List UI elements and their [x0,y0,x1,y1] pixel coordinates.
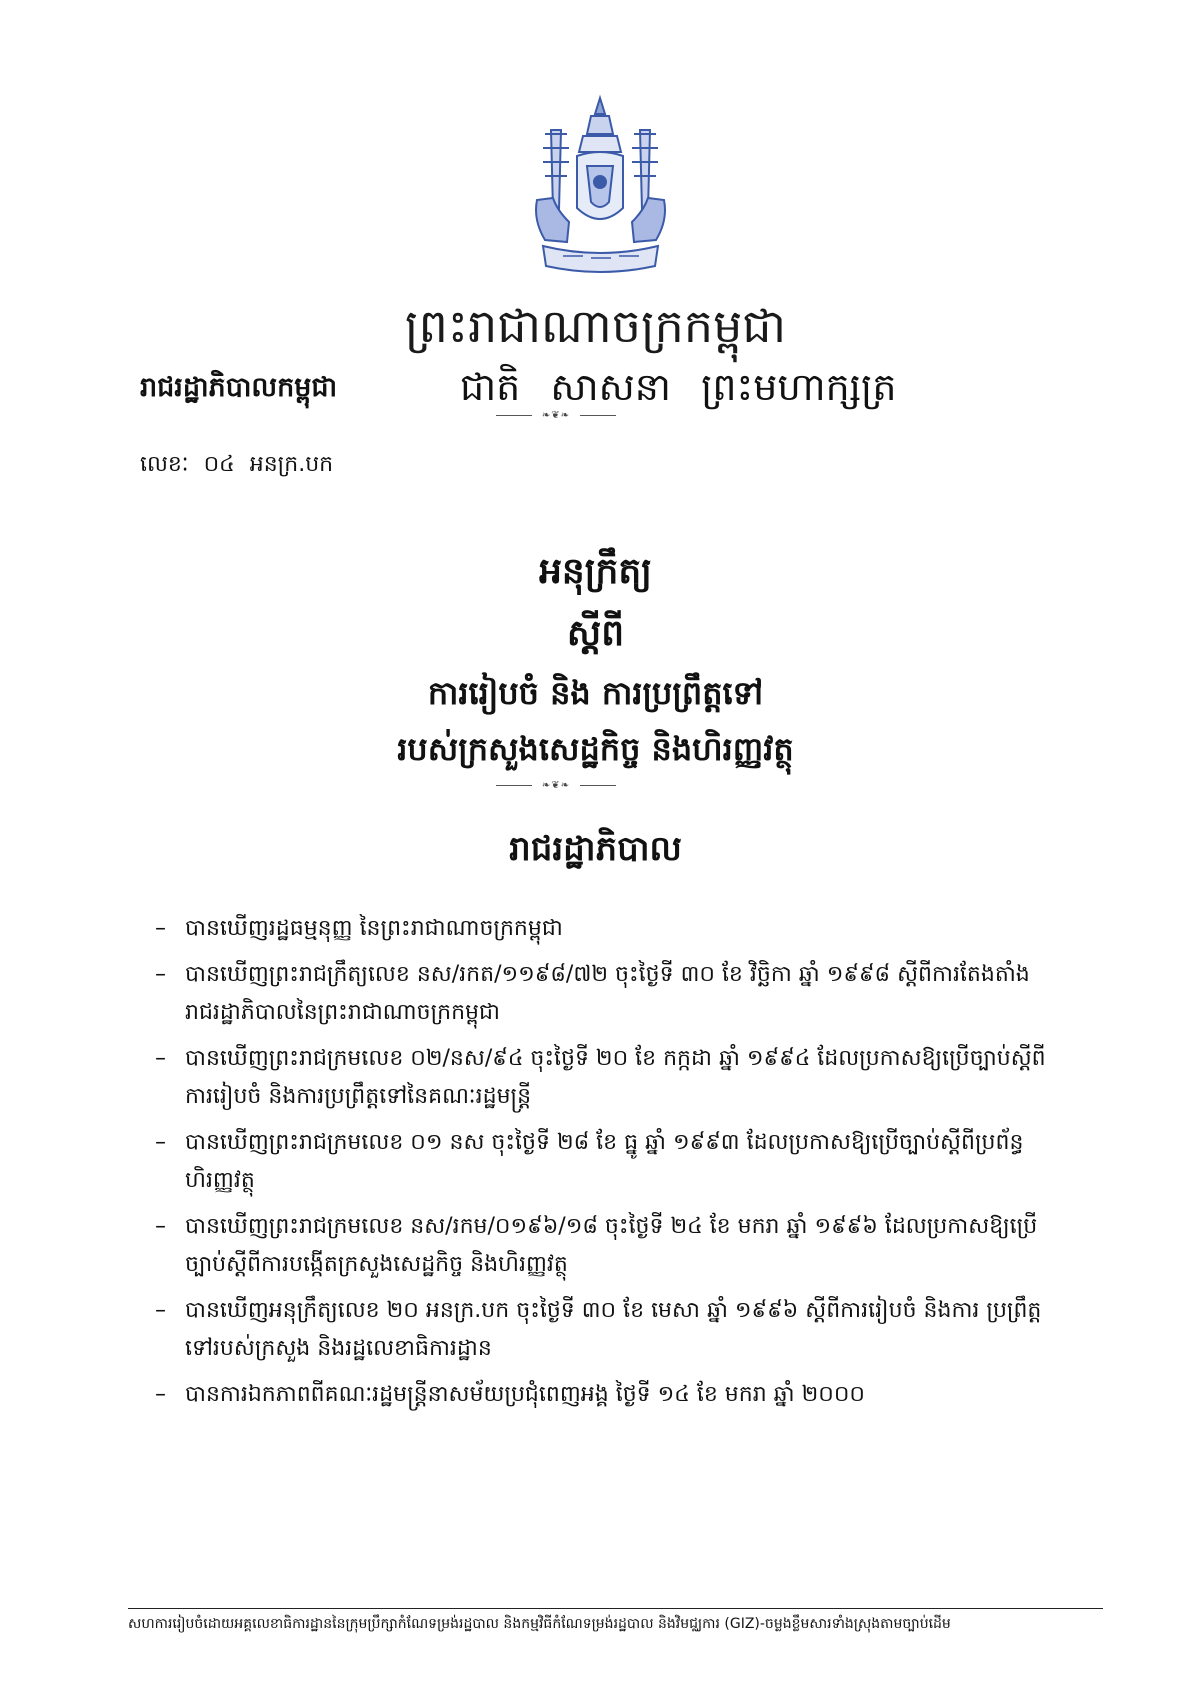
national-motto: ជាតិ សាសនា ព្រះមហាក្សត្រ [460,365,897,409]
issuing-authority: រាជរដ្ឋាភិបាល [509,829,682,869]
list-item [155,956,1055,1032]
title-subject-line-1: ការរៀបចំ និង ការប្រព្រឹត្តទៅ [427,674,764,712]
clause-text: បានឃើញព្រះរាជក្រមលេខ ០២/នស/៩៤ ចុះថ្ងៃទី ២០ ខែ កក្កដា ឆ្នាំ ១៩៩៤ ដែលប្រកាសឱ្យប្រើច្បាប់ស្តីពី ការរៀបចំ និងការប្រព្រឹត្តទៅនៃគណៈរដ្ឋមន្ត្រី [185,1046,1046,1109]
title-concerning: ស្តីពី [566,613,625,654]
royal-coat-of-arms-emblem [523,90,678,290]
bullet-dash: – [155,1214,166,1239]
bullet-dash: – [155,1130,166,1155]
title-subject-line-2: របស់ក្រសួងសេដ្ឋកិច្ច និងហិរញ្ញវត្ថុ [397,730,794,768]
title-divider-ornament: ❧❦❧ [496,780,616,792]
bullet-dash: – [155,1046,166,1071]
list-item [155,1292,1055,1368]
header-row [0,364,1191,414]
clause-text: បានឃើញព្រះរាជក្រឹត្យលេខ នស/រកត/១១៩៨/៧២ ចុះថ្ងៃទី ៣០ ខែ វិច្ឆិកា ឆ្នាំ ១៩៩៨ ស្តីពីការតែងតាំង រាជរដ្ឋាភិបាលនៃព្រះរាជាណាចក្រកម្ពុជា [185,962,1030,1025]
bullet-dash: – [155,1298,166,1323]
bullet-dash: – [155,1382,166,1407]
clause-text: បានឃើញព្រះរាជក្រមលេខ ០១ នស ចុះថ្ងៃទី ២៨ ខែ ធ្នូ ឆ្នាំ ១៩៩៣ ដែលប្រកាសឱ្យប្រើច្បាប់ស្តីពីប្រព័ន្ធ ហិរញ្ញវត្ថុ [185,1130,1024,1193]
header-divider-ornament: ❧❦❧ [496,410,616,422]
government-label: រាជរដ្ឋាភិបាលកម្ពុជា [140,372,338,403]
preamble-clauses [155,910,1055,1422]
clause-text: បានឃើញព្រះរាជក្រមលេខ នស/រកម/០១៩៦/១៨ ចុះថ្ងៃទី ២៤ ខែ មករា ឆ្នាំ ១៩៩៦ ដែលប្រកាសឱ្យប្រើ ច្បាប់ស្តីពីការបង្កើតក្រសួងសេដ្ឋកិច្ច និងហិរញ្ញវត្ថុ [185,1214,1038,1277]
clause-text: បានឃើញរដ្ឋធម្មនុញ្ញ នៃព្រះរាជាណាចក្រកម្ពុជា [185,916,563,941]
list-item [155,1040,1055,1116]
title-decree: អនុក្រឹត្យ [539,551,652,592]
list-item [155,1376,1055,1414]
list-item [155,1208,1055,1284]
bullet-dash: – [155,916,166,941]
bullet-dash: – [155,962,166,987]
clause-text: បានឃើញអនុក្រឹត្យលេខ ២០ អនក្រ.បក ចុះថ្ងៃទី ៣០ ខែ មេសា ឆ្នាំ ១៩៩៦ ស្តីពីការរៀបចំ និងការ ប្រព្រឹត្តទៅរបស់ក្រសួង និងរដ្ឋលេខាធិការដ្ឋាន [185,1298,1042,1361]
clause-text: បានការឯកភាពពីគណៈរដ្ឋមន្ត្រីនាសម័យប្រជុំពេញអង្គ ថ្ងៃទី ១៤ ខែ មករា ឆ្នាំ ២០០០ [185,1382,865,1407]
footer-divider [128,1608,1103,1609]
document-number: លេខៈ ០៤ អនក្រ.បក [140,452,334,477]
footer-note: សហការរៀបចំដោយអគ្គលេខាធិការដ្ឋាននៃក្រុមប្រឹក្សាកំណែទម្រង់រដ្ឋបាល និងកម្មវិធីកំណែទម្រង់រដ្ឋបាល និងវិមជ្ឈការ (GIZ)-ចម្លងខ្លឹមសារទាំងស្រុងតាមច្បាប់ដើម [128,1616,951,1632]
list-item [155,910,1055,948]
list-item [155,1124,1055,1200]
kingdom-heading: ព្រះរាជាណាចក្រកម្ពុជា [404,299,787,353]
